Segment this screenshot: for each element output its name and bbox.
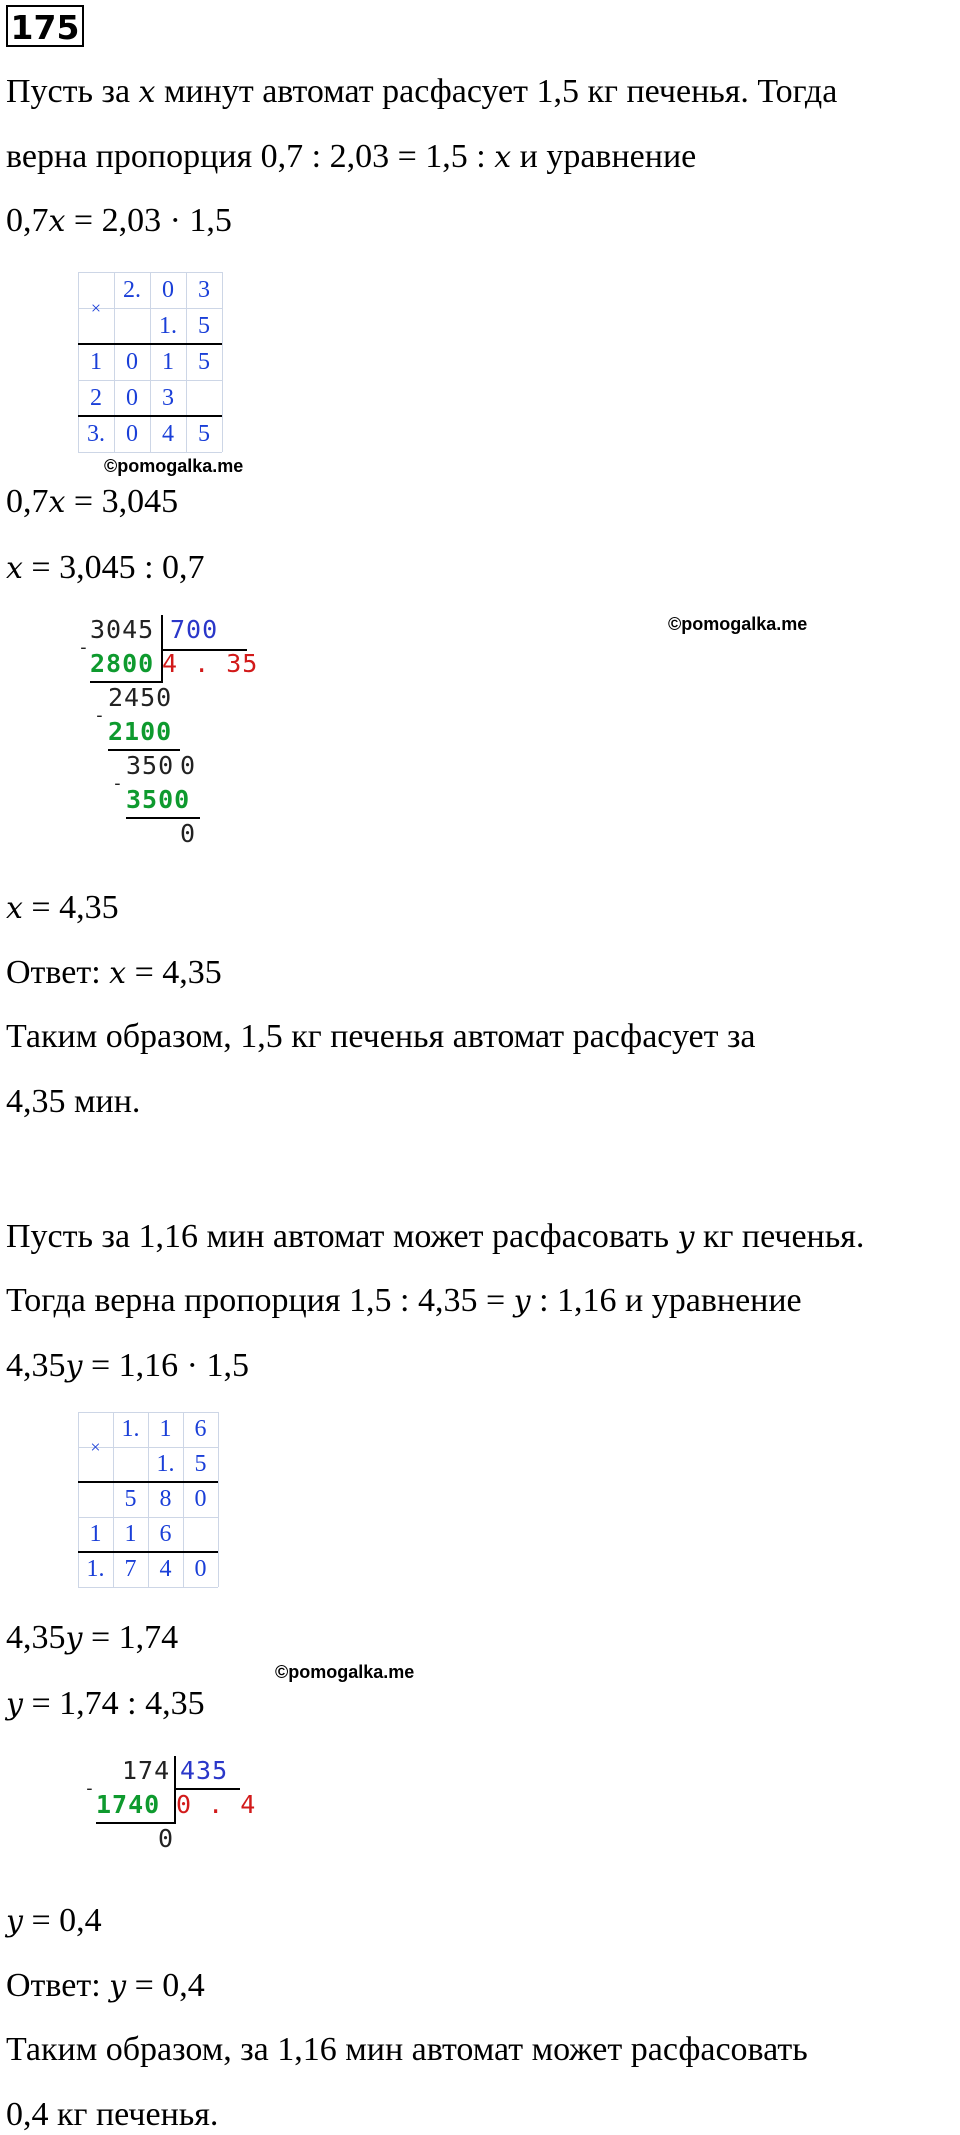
p2-intro-line — [6, 1217, 864, 1258]
variable-y: y — [109, 1969, 127, 2004]
grid-cell: 5 — [198, 313, 210, 339]
grid-cell: 1 — [89, 1521, 102, 1547]
p2-solution-line — [6, 1901, 102, 1942]
grid-cell: 7 — [124, 1556, 137, 1582]
p1-conclusion-line-2: 4,35 мин. — [6, 1083, 141, 1120]
minus-sign: - — [112, 773, 124, 794]
grid-cell — [78, 1482, 113, 1517]
grid-cell: 5 — [124, 1486, 137, 1512]
grid-cell: 1 — [124, 1521, 137, 1547]
watermark: ©pomogalka.me — [275, 1662, 415, 1682]
minus-sign: - — [78, 637, 90, 658]
grid-cell: 1 — [162, 349, 174, 375]
grid-cell: 5 — [198, 421, 210, 447]
grid-cell: 8 — [159, 1486, 172, 1512]
p1-proportion-line — [6, 137, 696, 178]
quotient: 0 . 4 — [176, 1790, 257, 1819]
grid-cell: 1. — [86, 1556, 105, 1582]
grid-cell: 0 — [126, 385, 138, 411]
p2-product-line — [6, 1618, 178, 1659]
p1-answer-line — [6, 953, 222, 994]
text: Ответ: — [6, 954, 110, 991]
variable-x: x — [48, 485, 66, 520]
grid-cell: 3. — [87, 421, 105, 447]
divisor: 700 — [170, 615, 219, 644]
grid-cell — [114, 308, 150, 344]
text: 4,35 — [6, 1347, 66, 1384]
grid-cell: 6 — [194, 1416, 207, 1442]
text: = 3,045 — [65, 483, 179, 520]
dividend: 174 — [122, 1756, 171, 1785]
text: = 1,74 : 4,35 — [22, 1685, 205, 1722]
p2-answer-line — [6, 1966, 205, 2007]
grid-cell — [78, 308, 114, 344]
text: минут автомат расфасует 1,5 кг печенья. Тогда — [155, 73, 838, 110]
watermark: ©pomogalka.me — [668, 614, 808, 634]
text: = 0,4 — [126, 1967, 205, 2004]
text: Тогда верна пропорция 1,5 : 4,35 = — [6, 1282, 514, 1319]
variable-x: x — [6, 551, 23, 586]
variable-y: y — [65, 1621, 83, 1656]
grid-line — [78, 452, 222, 453]
variable-y: y — [677, 1220, 695, 1255]
grid-line — [218, 1412, 219, 1587]
grid-cell — [113, 1447, 148, 1482]
grid-cell — [183, 1517, 218, 1552]
problem-number-badge: 175 — [6, 5, 84, 47]
grid-line — [78, 1587, 218, 1588]
grid-cell: 2. — [123, 277, 141, 303]
grid-cell: 4 — [159, 1556, 172, 1582]
p2-conclusion-line-2: 0,4 кг печенья. — [6, 2096, 219, 2133]
variable-x: x — [138, 75, 156, 110]
text: верна пропорция 0,7 : 2,03 = 1,5 : — [6, 138, 495, 175]
p2-proportion-line — [6, 1281, 802, 1322]
grid-cell: 0 — [126, 421, 138, 447]
p1-equation-line — [6, 201, 232, 242]
variable-y: y — [513, 1284, 531, 1319]
variable-x: x — [109, 956, 127, 991]
text: = 4,35 — [22, 889, 119, 926]
grid-cell: 1. — [121, 1416, 140, 1442]
variable-y: y — [65, 1349, 83, 1384]
divisor: 435 — [180, 1756, 229, 1785]
subtrahend-2: 2100 — [108, 717, 173, 746]
p2-division-line — [6, 1684, 205, 1725]
grid-cell: 0 — [162, 277, 174, 303]
text: = 4,35 — [126, 954, 222, 991]
grid-cell: 1 — [159, 1416, 172, 1442]
grid-cell — [186, 380, 222, 416]
remainder-1: 2450 — [108, 683, 173, 712]
minus-sign: - — [94, 705, 106, 726]
p1-conclusion-line-1: Таким образом, 1,5 кг печенья автомат расфасует за — [6, 1018, 756, 1055]
text: Пусть за 1,16 мин автомат может расфасовать — [6, 1218, 678, 1255]
text: = 0,4 — [22, 1902, 102, 1939]
p1-solution-line — [6, 888, 119, 929]
text: = 1,74 — [82, 1619, 179, 1656]
p2-equation-line — [6, 1346, 249, 1387]
variable-x: x — [48, 204, 66, 239]
quotient: 4 . 35 — [162, 649, 259, 678]
subtrahend-1: 2800 — [90, 649, 155, 678]
variable-y: y — [6, 1904, 23, 1939]
grid-cell: 1 — [90, 349, 102, 375]
grid-cell: × — [90, 298, 102, 318]
text: = 2,03 · 1,5 — [65, 202, 232, 239]
p1-multiplication-grid — [78, 272, 224, 452]
text: кг печенья. — [694, 1218, 865, 1255]
grid-cell: 4 — [162, 421, 174, 447]
grid-cell: × — [90, 1436, 101, 1457]
p1-division-line — [6, 548, 205, 589]
grid-cell: 0 — [194, 1556, 207, 1582]
text: и уравнение — [511, 138, 697, 175]
grid-cell: 0 — [194, 1486, 207, 1512]
minus-sign: - — [84, 1778, 96, 1799]
remainder-2-appended-zero: 0 — [180, 751, 197, 780]
text: = 1,16 · 1,5 — [82, 1347, 249, 1384]
p1-intro-line — [6, 72, 837, 113]
text: 4,35 — [6, 1619, 66, 1656]
p1-long-division — [78, 615, 259, 860]
dividend: 3045 — [90, 615, 155, 644]
watermark: ©pomogalka.me — [104, 456, 244, 476]
grid-line — [222, 272, 223, 452]
grid-cell: 5 — [194, 1451, 207, 1477]
grid-cell: 1. — [156, 1451, 175, 1477]
p2-multiplication-grid — [78, 1412, 220, 1588]
text: Ответ: — [6, 1967, 110, 2004]
grid-cell: 3 — [162, 385, 174, 411]
grid-cell: 3 — [198, 277, 210, 303]
grid-cell — [78, 1447, 113, 1482]
text: 0,7 — [6, 202, 49, 239]
text: Пусть за — [6, 73, 139, 110]
grid-cell: 2 — [90, 385, 102, 411]
text: 0,7 — [6, 483, 49, 520]
subtrahend-3: 3500 — [126, 785, 191, 814]
subtrahend-1: 1740 — [96, 1790, 161, 1819]
variable-x: x — [494, 140, 512, 175]
final-remainder: 0 — [180, 819, 197, 848]
text: = 3,045 : 0,7 — [22, 549, 205, 586]
p2-conclusion-line-1: Таким образом, за 1,16 мин автомат может расфасовать — [6, 2031, 808, 2068]
p2-long-division — [84, 1756, 257, 1866]
grid-cell: 0 — [126, 349, 138, 375]
variable-y: y — [6, 1687, 23, 1722]
grid-cell: 6 — [159, 1521, 172, 1547]
grid-cell: 1. — [159, 313, 177, 339]
p1-product-line — [6, 482, 178, 523]
variable-x: x — [6, 891, 23, 926]
final-remainder: 0 — [158, 1824, 175, 1853]
grid-cell: 5 — [198, 349, 210, 375]
remainder-2: 350 — [126, 751, 175, 780]
text: : 1,16 и уравнение — [530, 1282, 802, 1319]
